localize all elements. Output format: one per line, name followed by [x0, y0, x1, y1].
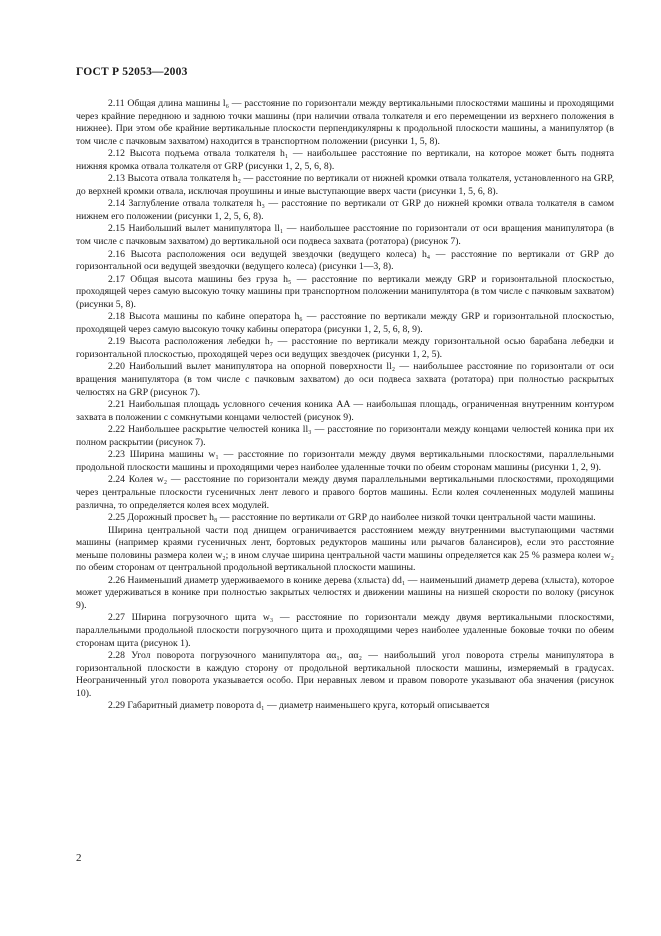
- paragraph-2-29: 2.29 Габаритный диаметр поворота d₁ — диаметр наименьшего круга, который описывается: [108, 700, 490, 712]
- paragraph-2-16: 2.16 Высота расположения оси ведущей звездочки (ведущего колеса) h₄ — расстояние по вертикали от GRP до горизонтальной оси ведущей звездочки (ведущего колеса) (рисунки 1—3, 8).: [76, 248, 614, 273]
- paragraph-2-19: 2.19 Высота расположения лебедки h₇ — расстояние по вертикали между горизонтальной осью барабана лебедки и горизонтальной плоскостью, проходящей через оси ведущих звездочек (рисунки 1, 2, 5).: [76, 336, 614, 360]
- paragraph-2-18: 2.18 Высота машины по кабине оператора h₆ — расстояние по вертикали между GRP и горизонтальной плоскостью, проходящей через самую высокую точку кабины оператора (рисунки 1, 2, 5, 6, 8, 9).: [76, 311, 614, 335]
- document-body: [76, 98, 614, 713]
- paragraph-2-13: 2.13 Высота отвала толкателя h₂ — расстояние по вертикали от нижней кромки отвала толкателя, установленного на GRP, до верхней кромки отвала, исключая проушины и иные выступающие вверх части (рисунки 1, 5, 6, 8).: [76, 173, 614, 197]
- paragraph-2-20: 2.20 Наибольший вылет манипулятора на опорной поверхности ll₂ — наибольшее расстояние по горизонтали от оси вращения манипулятора (в том числе с пачковым захватом) до оси подвеса захвата (ротатора) при полностью раскрытых челюстях на GRP (рисунок 7).: [76, 361, 614, 398]
- standard-header: ГОСТ Р 52053—2003: [76, 66, 188, 78]
- paragraph-2-21: 2.21 Наибольшая площадь условного сечения коника AA — наибольшая площадь, ограниченная внутренним контуром захвата в положении с сомкнутыми концами челюстей (рисунок 9).: [76, 399, 614, 423]
- paragraph-2-11: 2.11 Общая длина машины l₆ — расстояние по горизонтали между вертикальными плоскостями машины и проходящими через крайние переднюю и заднюю точки машины (при наличии отвала толкателя и его перемещении из верхнего положения в нижнее). При этом обе крайние вертикальные плоскости перпендикулярны к продольной плоскости машины, а манипулятор (в том числе с пачковым захватом) находится в транспортном положении (рисунки 1, 5, 8).: [76, 98, 614, 147]
- paragraph-2-23: 2.23 Ширина машины w₁ — расстояние по горизонтали между двумя вертикальными плоскостями, параллельными продольной плоскости машины и проходящими через наиболее удаленные точки по обеим сторонам машины (рисунки 1, 2, 9).: [76, 449, 614, 473]
- page-number: 2: [76, 852, 82, 864]
- paragraph-2-15: 2.15 Наибольший вылет манипулятора ll₁ — наибольшее расстояние по горизонтали от оси вращения манипулятора (в том числе с пачковым захватом) до вертикальной оси подвеса захвата (ротатора) (рисунок 7).: [76, 223, 614, 248]
- paragraph-2-14: 2.14 Заглубление отвала толкателя h₃ — расстояние по вертикали от GRP до нижней кромки отвала толкателя в самом нижнем его положении (рисунки 1, 2, 5, 6, 8).: [76, 198, 614, 222]
- paragraph-2-25: 2.25 Дорожный просвет h₈ — расстояние по вертикали от GRP до наиболее низкой точки центральной части машины.: [108, 512, 596, 524]
- paragraph-2-22: 2.22 Наибольшее раскрытие челюстей коника ll₃ — расстояние по горизонтали между концами челюстей коника при их полном раскрытии (рисунок 7).: [76, 424, 614, 448]
- paragraph-2-27: 2.27 Ширина погрузочного щита w₃ — расстояние по горизонтали между двумя вертикальными плоскостями, параллельными продольной плоскости погрузочного щита и проходящими через наиболее удаленные боковые точки по обеим сторонам щита (рисунок 1).: [76, 612, 614, 649]
- paragraph-2-26: 2.26 Наименьший диаметр удерживаемого в конике дерева (хлыста) dd₁ — наименьший диаметр дерева (хлыста), которое может удерживаться в конике при полностью закрытых челюстях и движении машины на низшей скорости по волоку (рисунок 9).: [76, 574, 614, 611]
- paragraph-2-28: 2.28 Угол поворота погрузочного манипулятора αα₁, αα₂ — наибольший угол поворота стрелы манипулятора в горизонтальной плоскости в каждую сторону от продольной вертикальной плоскости машины, измеряемый в градусах. Неограниченный угол поворота указывается особо. При неравных левом и правом повороте указывают оба значения (рисунок 10).: [76, 650, 614, 699]
- paragraph-2-24: 2.24 Колея w₂ — расстояние по горизонтали между двумя параллельными вертикальными плоскостями, проходящими через центральные плоскости гусеничных лент левого и правого бортов машины. Если колея сочлененных модулей машины различна, то определяется колея всех модулей.: [76, 474, 614, 511]
- paragraph-2-12: 2.12 Высота подъема отвала толкателя h₁ — наибольшее расстояние по вертикали, на которое может быть поднята нижняя кромка отвала толкателя от GRP (рисунки 1, 2, 5, 6, 8).: [76, 148, 614, 172]
- paragraph-2-17: 2.17 Общая высота машины без груза h₅ — расстояние по вертикали между GRP и горизонтальной плоскостью, проходящей через самую высокую точку машины при транспортном положении манипулятора (в том числе с пачковым захватом) (рисунки 5, 8).: [76, 273, 614, 310]
- paragraph-2-25-continued: Ширина центральной части под днищем ограничивается расстоянием между внутренними выступающими частями машины (например краями гусеничных лент, бортовых редукторов машины или рычагов балансиров), если это расстояние меньше половины размера колеи w₂; в ином случае ширина центральной части машины определяется как 25 % размера колеи w₂ по обеим сторонам от центральной продольной вертикальной плоскости машины.: [76, 524, 614, 574]
